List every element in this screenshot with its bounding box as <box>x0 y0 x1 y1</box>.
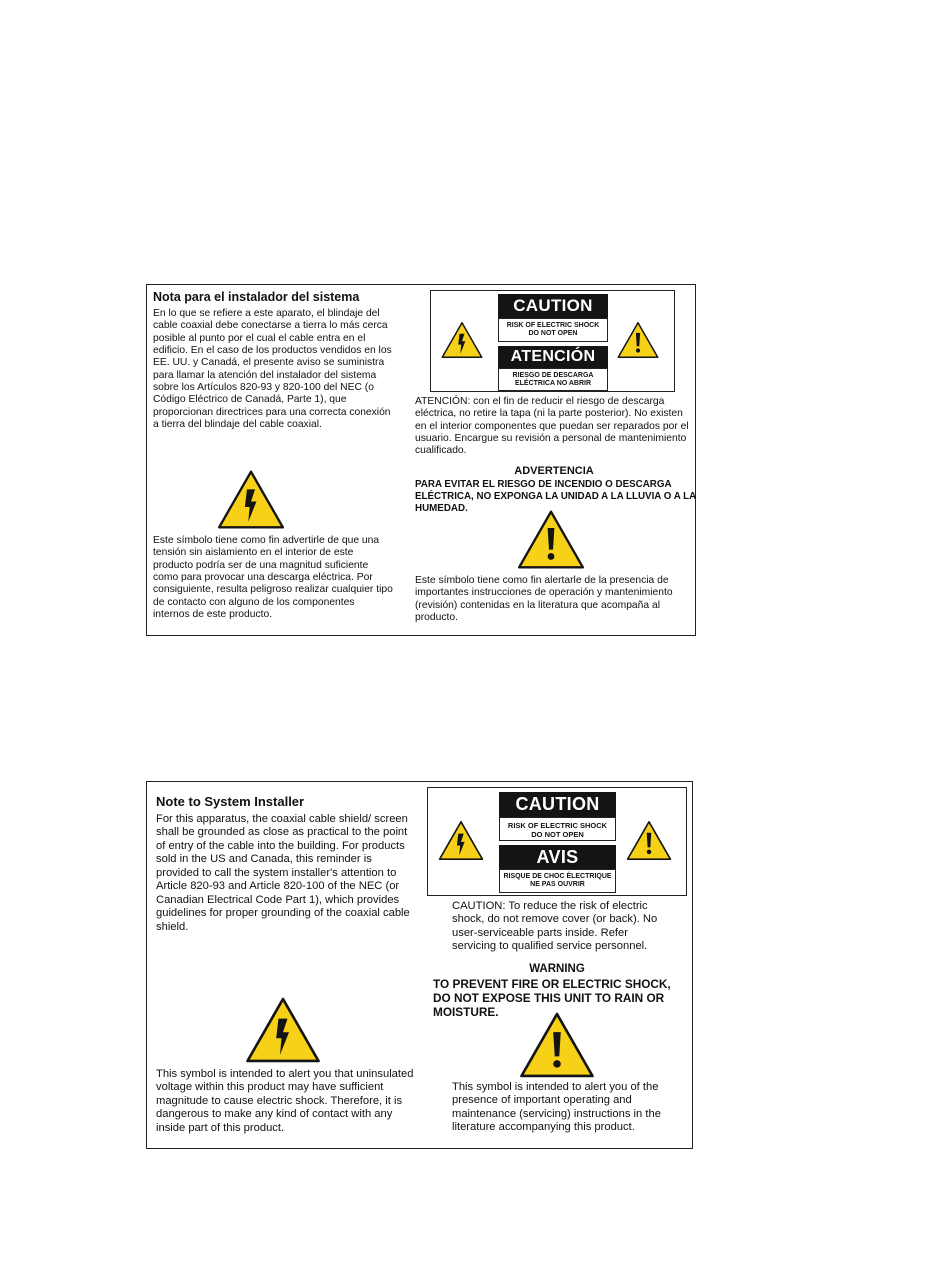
lightning-bolt-warning-icon <box>438 820 484 861</box>
avis-subtext-line-2: NE PAS OUVRIR <box>530 881 585 889</box>
voltage-symbol-explanation: This symbol is intended to alert you that uninsulated voltage within this product may have sufficient magnitude to cause electric shock. Therefore, it is dangerous to make any kind of contact with any inside part of this product. <box>156 1068 414 1134</box>
installer-note-text: For this apparatus, the coaxial cable shield/ screen shall be grounded as close as practical to the point of entry of the cable into the building. For products sold in the US and Canada, this reminder is provided to call the system installer's attention to Article 820-93 and Article 820-100 of the NEC (or Canadian Electrical Code Part 1), which provides guidelines for proper grounding of the coaxial cable shield. <box>156 813 410 933</box>
warning-heading: ADVERTENCIA <box>514 465 594 477</box>
avis-subtext <box>499 869 616 893</box>
caution-label <box>430 290 675 392</box>
caution-heading: CAUTION <box>499 792 616 817</box>
avis-heading: AVIS <box>499 845 616 869</box>
avis-subtext-line-1: RISQUE DE CHOC ÉLECTRIQUE <box>503 873 612 880</box>
exclamation-warning-icon <box>516 509 586 570</box>
caution-subtext <box>499 817 616 841</box>
installer-note-text: En lo que se refiere a este aparato, el blindaje del cable coaxial debe conectarse a tierra lo más cerca posible al punto por el cual el cable entra en el edificio. En el caso de los productos vendidos en los EE. UU. y Canadá, el presente aviso se suministra para llamar la atención del instalador del sistema sobre los Artículos 820-93 y 820-100 del NEC (o Código Eléctrico de Canadá, Parte 1), que proporcionan directrices para una correcta conexión a tierra del blindaje del cable coaxial. <box>153 308 392 431</box>
atencion-subtext-line-2: ELÉCTRICA NO ABRIR <box>514 380 592 388</box>
atencion-subtext <box>498 368 608 391</box>
atencion-heading: ATENCIÓN <box>498 346 608 368</box>
caution-label <box>427 787 687 896</box>
warning-statement: TO PREVENT FIRE OR ELECTRIC SHOCK, DO NOT EXPOSE THIS UNIT TO RAIN OR MOISTURE. <box>433 977 671 1020</box>
lightning-bolt-warning-icon <box>441 321 483 359</box>
caution-subtext-line-2: DO NOT OPEN <box>528 330 578 338</box>
caution-subtext-line-1: RISK OF ELECTRIC SHOCK <box>507 821 608 830</box>
lightning-bolt-warning-icon <box>244 996 322 1064</box>
caution-heading: CAUTION <box>498 294 608 318</box>
warning-statement: PARA EVITAR EL RIESGO DE INCENDIO O DESCARGA ELÉCTRICA, NO EXPONGA LA UNIDAD A LA LLUVIA O A LA HUMEDAD. <box>415 479 696 514</box>
exclamation-warning-icon <box>626 820 672 861</box>
exclamation-symbol-explanation: This symbol is intended to alert you of the presence of important operating and maintenance (servicing) instructions in the literature accompanying this product. <box>452 1081 661 1134</box>
caution-subtext-line-1: RISK OF ELECTRIC SHOCK <box>506 322 600 329</box>
warning-heading: WARNING <box>529 963 585 975</box>
spanish-safety-panel <box>146 284 696 636</box>
lightning-bolt-warning-icon <box>216 469 286 530</box>
panel-title: Note to System Installer <box>156 794 305 809</box>
voltage-symbol-explanation: Este símbolo tiene como fin advertirle de que una tensión sin aislamiento en el interior de este producto podría ser de una magnitud suficiente como para provocar una descarga eléctrica. Por consiguiente, resulta peligroso realizar cualquier tipo de contacto con alguno de los componentes internos de este producto. <box>153 535 393 621</box>
exclamation-symbol-explanation: Este símbolo tiene como fin alertarle de la presencia de importantes instrucciones de operación y mantenimiento (revisión) contenidas en la literatura que acompaña al producto. <box>415 575 673 624</box>
atencion-subtext-line-1: RIESGO DE DESCARGA <box>512 372 594 379</box>
caution-statement: CAUTION: To reduce the risk of electric shock, do not remove cover (or back). No user-serviceable parts inside. Refer servicing to qualified service personnel. <box>452 900 658 953</box>
panel-title: Nota para el instalador del sistema <box>153 290 360 304</box>
caution-statement: ATENCIÓN: con el fin de reducir el riesgo de descarga eléctrica, no retire la tapa (ni la parte posterior). No existen en el interior componentes que puedan ser reparados por el usuario. Encargue su revisión a personal de mantenimiento cualificado. <box>415 396 689 457</box>
exclamation-warning-icon <box>518 1011 596 1079</box>
exclamation-warning-icon <box>617 321 659 359</box>
english-safety-panel <box>146 781 693 1149</box>
caution-subtext-line-2: DO NOT OPEN <box>531 830 584 839</box>
caution-subtext <box>498 318 608 342</box>
